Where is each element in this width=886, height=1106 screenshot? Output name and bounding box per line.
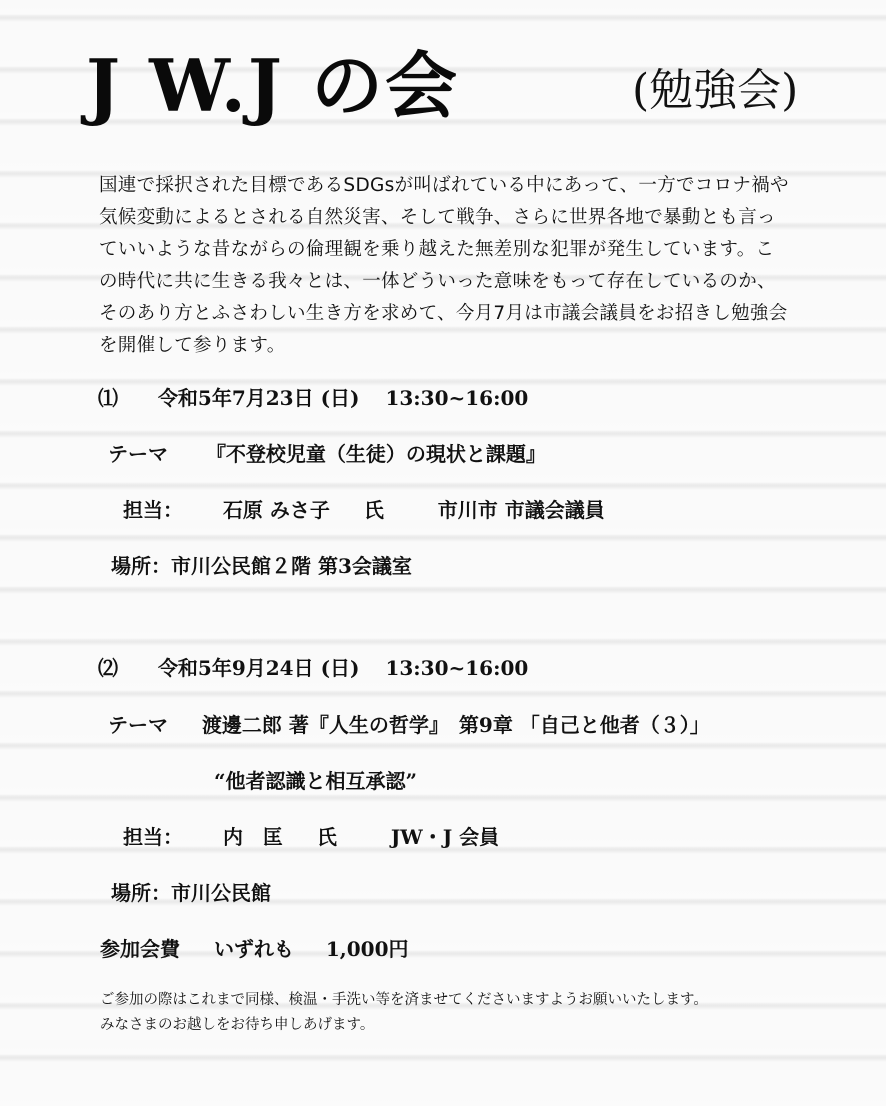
session1-number: ⑴ <box>98 386 118 410</box>
session1-honorific: 氏 <box>363 498 384 522</box>
fee-text: いずれも <box>213 937 294 961</box>
intro-paragraph: 国連で採択された目標であるSDGsが叫ばれている中にあって、一方でコロナ禍や気候変動によるとされる自然災害、そして戦争、さらに世界各地で暴動とも言っていいような昔ながらの倫理観を乗り越えた無差別な犯罪が発生しています。この時代に共に生きる我々とは、一体どういった意味をもって存在しているのか、そのあり方とふさわしい生き方を求めて、今月7月は市議会議員をお招きし勉強会を開催して参ります。 <box>99 175 789 356</box>
session2-presenter-name: 内 匡 <box>222 825 283 849</box>
session2-venue: 場所：市川公民館 <box>111 881 271 905</box>
page-subtitle: (勉強会) <box>632 65 799 116</box>
session2-heading <box>98 652 528 681</box>
session1-presenter-label: 担当： <box>123 498 183 522</box>
session1-presenter <box>123 494 605 523</box>
note-line-2: みなさまのお越しをお待ち申しあげます。 <box>100 1017 375 1033</box>
session1-theme-label: テーマ <box>108 442 168 466</box>
session2-theme-title: 渡邊二郎 著『人生の哲学』 第9章 「自己と他者（３）」 <box>201 713 710 737</box>
session2-theme-subtitle: “他者認識と相互承認” <box>214 769 418 793</box>
session2-role: JW・J 会員 <box>390 825 500 849</box>
session2-number: ⑵ <box>98 656 118 680</box>
session2-theme-label: テーマ <box>108 713 168 737</box>
note-line-1: ご参加の際はこれまで同様、検温・手洗い等を済ませてくださいますようお願いいたします。 <box>100 992 708 1008</box>
session1-presenter-name: 石原 みさ子 <box>222 498 330 522</box>
session2-date: 令和5年9月24日 (日) <box>157 656 360 680</box>
session2-time: 13:30~16:00 <box>385 656 529 680</box>
session1-theme-title: 『不登校児童（生徒）の現状と課題』 <box>205 442 546 466</box>
page-title: J W.J の会 <box>86 43 459 128</box>
session1-heading <box>98 382 528 411</box>
session2-presenter-label: 担当： <box>123 825 183 849</box>
session2-theme <box>108 709 710 738</box>
session1-venue: 場所：市川公民館２階 第3会議室 <box>111 554 412 578</box>
session2-honorific: 氏 <box>316 825 337 849</box>
fee-amount: 1,000円 <box>325 937 409 961</box>
session1-time: 13:30~16:00 <box>385 386 529 410</box>
session1-theme <box>108 438 546 467</box>
fee-label: 参加会費 <box>100 937 180 961</box>
fee-line <box>100 933 409 962</box>
session1-date: 令和5年7月23日 (日) <box>157 386 360 410</box>
session1-role: 市川市 市議会議員 <box>437 498 605 522</box>
session2-presenter <box>123 821 499 850</box>
